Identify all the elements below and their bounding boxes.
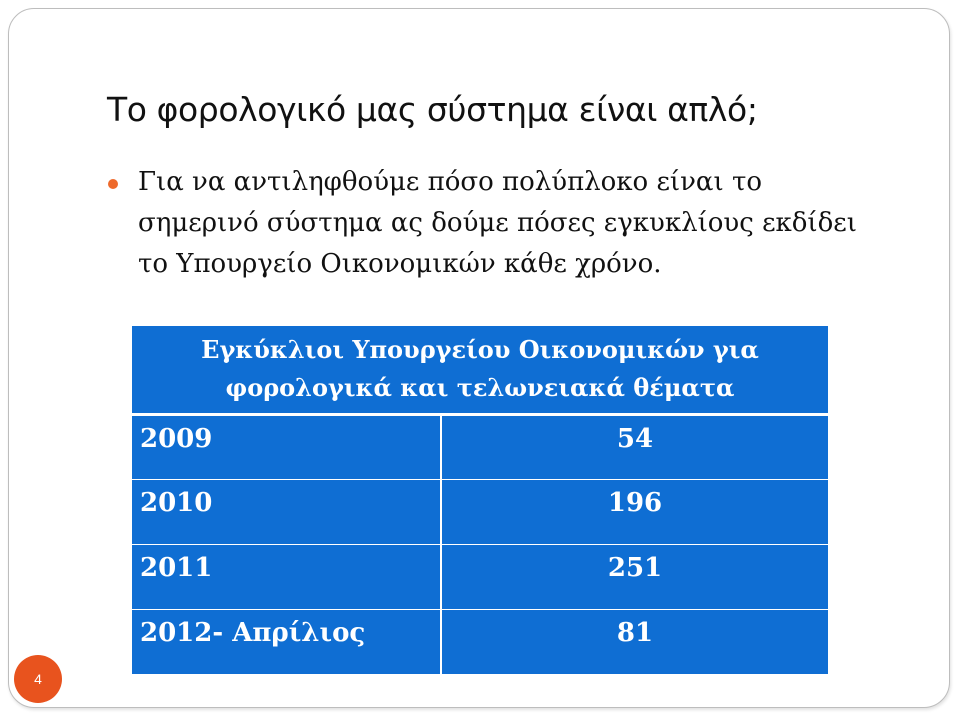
circulars-table [132,326,828,674]
value-cell: 196 [441,479,828,544]
bullet-list [106,162,866,285]
bullet-dot-icon [108,179,118,189]
value-cell: 81 [441,609,828,674]
table-row [132,544,828,609]
table-header-row [132,326,828,414]
slide-title: Το φορολογικό μας σύστημα είναι απλό; [107,90,758,129]
year-cell: 2011 [132,544,441,609]
year-cell: 2012- Απρίλιος [132,609,441,674]
bullet-text: Για να αντιληφθούμε πόσο πολύπλοκο είναι το σημερινό σύστημα ας δούμε πόσες εγκυκλίους εκδίδει το Υπουργείο Οικονομικών κάθε χρόνο. [138,167,857,279]
year-cell: 2009 [132,414,441,479]
year-cell: 2010 [132,479,441,544]
page-number-badge: 4 [14,655,62,703]
value-cell: 54 [616,423,654,454]
table-row [132,609,828,674]
value-cell: 251 [441,544,828,609]
table-row [132,479,828,544]
table-header: Εγκύκλιοι Υπουργείου Οικονομικών για φορολογικά και τελωνειακά θέματα [132,326,828,414]
bullet-item [106,162,866,285]
table-row [132,414,828,479]
